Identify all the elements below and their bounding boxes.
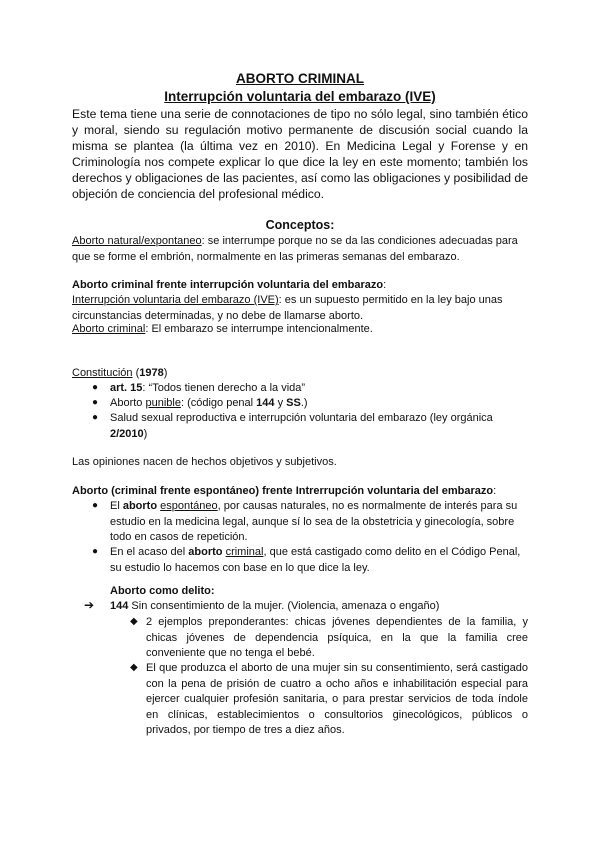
item3-end: ): [143, 427, 148, 440]
item2-mid: : (código penal: [180, 397, 257, 409]
constitucion-item-2: [110, 396, 530, 412]
term-aborto-criminal: Aborto criminal: [72, 323, 146, 335]
constitucion-item-3: [110, 411, 510, 442]
constitucion-label: Constitución: [72, 367, 133, 379]
opiniones-line: Las opiniones nacen de hechos objetivos y subjetivos.: [72, 456, 337, 468]
definicion-ive-text: : es un supuesto permitido en la ley bajo unas circunstancias determinadas, y no debe de llamarse aborto.: [72, 294, 503, 322]
punible: punible: [145, 397, 181, 409]
bullet-icon: ●: [92, 500, 99, 511]
definicion-aborto-criminal: [72, 322, 530, 338]
art-15-text: : “Todos tienen derecho a la vida”: [142, 382, 306, 394]
document-subtitle: Interrupción voluntaria del embarazo (IVE): [164, 89, 436, 104]
delito-heading: Aborto como delito:: [110, 585, 215, 597]
definicion-ive: [72, 293, 530, 324]
conceptos-heading: Conceptos:: [265, 218, 335, 232]
espontaneo-heading-colon: :: [493, 485, 497, 497]
diamond-bullet-icon: ◆: [130, 662, 138, 673]
item2-and: y: [274, 397, 287, 409]
document-title: ABORTO CRIMINAL: [236, 71, 364, 86]
articulo-144-text: Sin consentimiento de la mujer. (Violencia, amenaza o engaño): [128, 600, 440, 612]
constitucion-year: 1978: [139, 367, 164, 379]
frente-heading-text: Aborto criminal frente interrupción voluntaria del embarazo: [72, 279, 384, 291]
term-aborto-natural: Aborto natural/expontaneo: [72, 235, 202, 247]
esp1-aborto: aborto: [122, 500, 158, 512]
delito-item-144: [110, 599, 530, 615]
item2-pre: Aborto: [110, 397, 146, 409]
delito-subitem-2: El que produzca el aborto de una mujer sin su consentimiento, será castigado con la pena de prisión de cuatro a ocho años e inhabilitación especial para ejercer cualquier profesión sanitaria, o para prestar servicios de toda índole en clínicas, establecimientos o consultorios ginecológicos, públicos o privados, por tiempo de tres a diez años.: [146, 662, 528, 736]
item2-end: .): [300, 397, 308, 409]
esp1-pre: El: [110, 500, 123, 512]
term-ive: Interrupción voluntaria del embarazo (IVE): [72, 294, 279, 306]
delito-subitem-1: 2 ejemplos preponderantes: chicas jóvenes dependientes de la familia, y chicas jóvenes de dependencia psíquica, en la que la familia cree conveniente que no tenga el bebé.: [146, 616, 528, 659]
esp2-aborto: aborto: [188, 546, 223, 558]
esp2-text: , que está castigado como delito en el Código Penal, su estudio lo hacemos con base en lo que dice la ley.: [110, 546, 521, 574]
esp2-criminal: criminal: [225, 546, 264, 558]
intro-paragraph: Este tema tiene una serie de connotaciones de tipo no sólo legal, sino también ético y moral, siendo su regulación motivo permanente de discusión social cuando la misma se plantea (la última vez en 2010). En Medicina Legal y Forense y en Criminología nos compete explicar lo que dice la ley en este momento; también los derechos y obligaciones de las pacientes, así como las obligaciones y posibilidad de objeción de conciencia del profesional médico.: [72, 107, 528, 201]
codigo-ss: SS: [286, 397, 301, 409]
bullet-icon: ●: [92, 382, 99, 393]
codigo-144: 144: [256, 397, 275, 409]
articulo-144: 144: [110, 600, 129, 612]
esp1-espontaneo: espontáneo: [160, 500, 218, 512]
constitucion-close: ): [163, 367, 168, 379]
concepto-natural-text: : se interrumpe porque no se da las condiciones adecuadas para que se forme el embrión, normalmente en las primeras semanas del embarazo.: [72, 235, 518, 263]
frente-heading: [72, 278, 530, 294]
frente-heading-colon: :: [383, 279, 387, 291]
definicion-aborto-criminal-text: : El embarazo se interrumpe intencionalmente.: [145, 323, 373, 335]
bullet-icon: ●: [92, 397, 99, 408]
art-15: art. 15: [110, 382, 143, 394]
espontaneo-heading-text: Aborto (criminal frente espontáneo) frente Intrerrupción voluntaria del embarazo: [72, 485, 494, 497]
esp2-pre: En el acaso del: [110, 546, 189, 558]
espontaneo-item-1: [110, 499, 530, 546]
arrow-right-icon: ➔: [84, 598, 95, 612]
bullet-icon: ●: [92, 546, 99, 557]
constitucion-item-1: [110, 381, 530, 397]
espontaneo-heading: [72, 484, 542, 500]
item3-text: Salud sexual reproductiva e interrupción voluntaria del embarazo (ley orgánica: [110, 412, 493, 424]
esp1-text: , por causas naturales, no es normalmente de interés para su estudio en la medicina legal, aunque sí lo sea de la obstetricia y ginecología, sobre todo en casos de repetición.: [110, 500, 518, 543]
diamond-bullet-icon: ◆: [130, 616, 138, 627]
concepto-natural: [72, 234, 530, 265]
constitucion-open: (: [132, 367, 140, 379]
ley-2-2010: 2/2010: [110, 427, 144, 440]
espontaneo-item-2: [110, 545, 530, 576]
constitucion-line: [72, 366, 530, 382]
bullet-icon: ●: [92, 412, 99, 423]
